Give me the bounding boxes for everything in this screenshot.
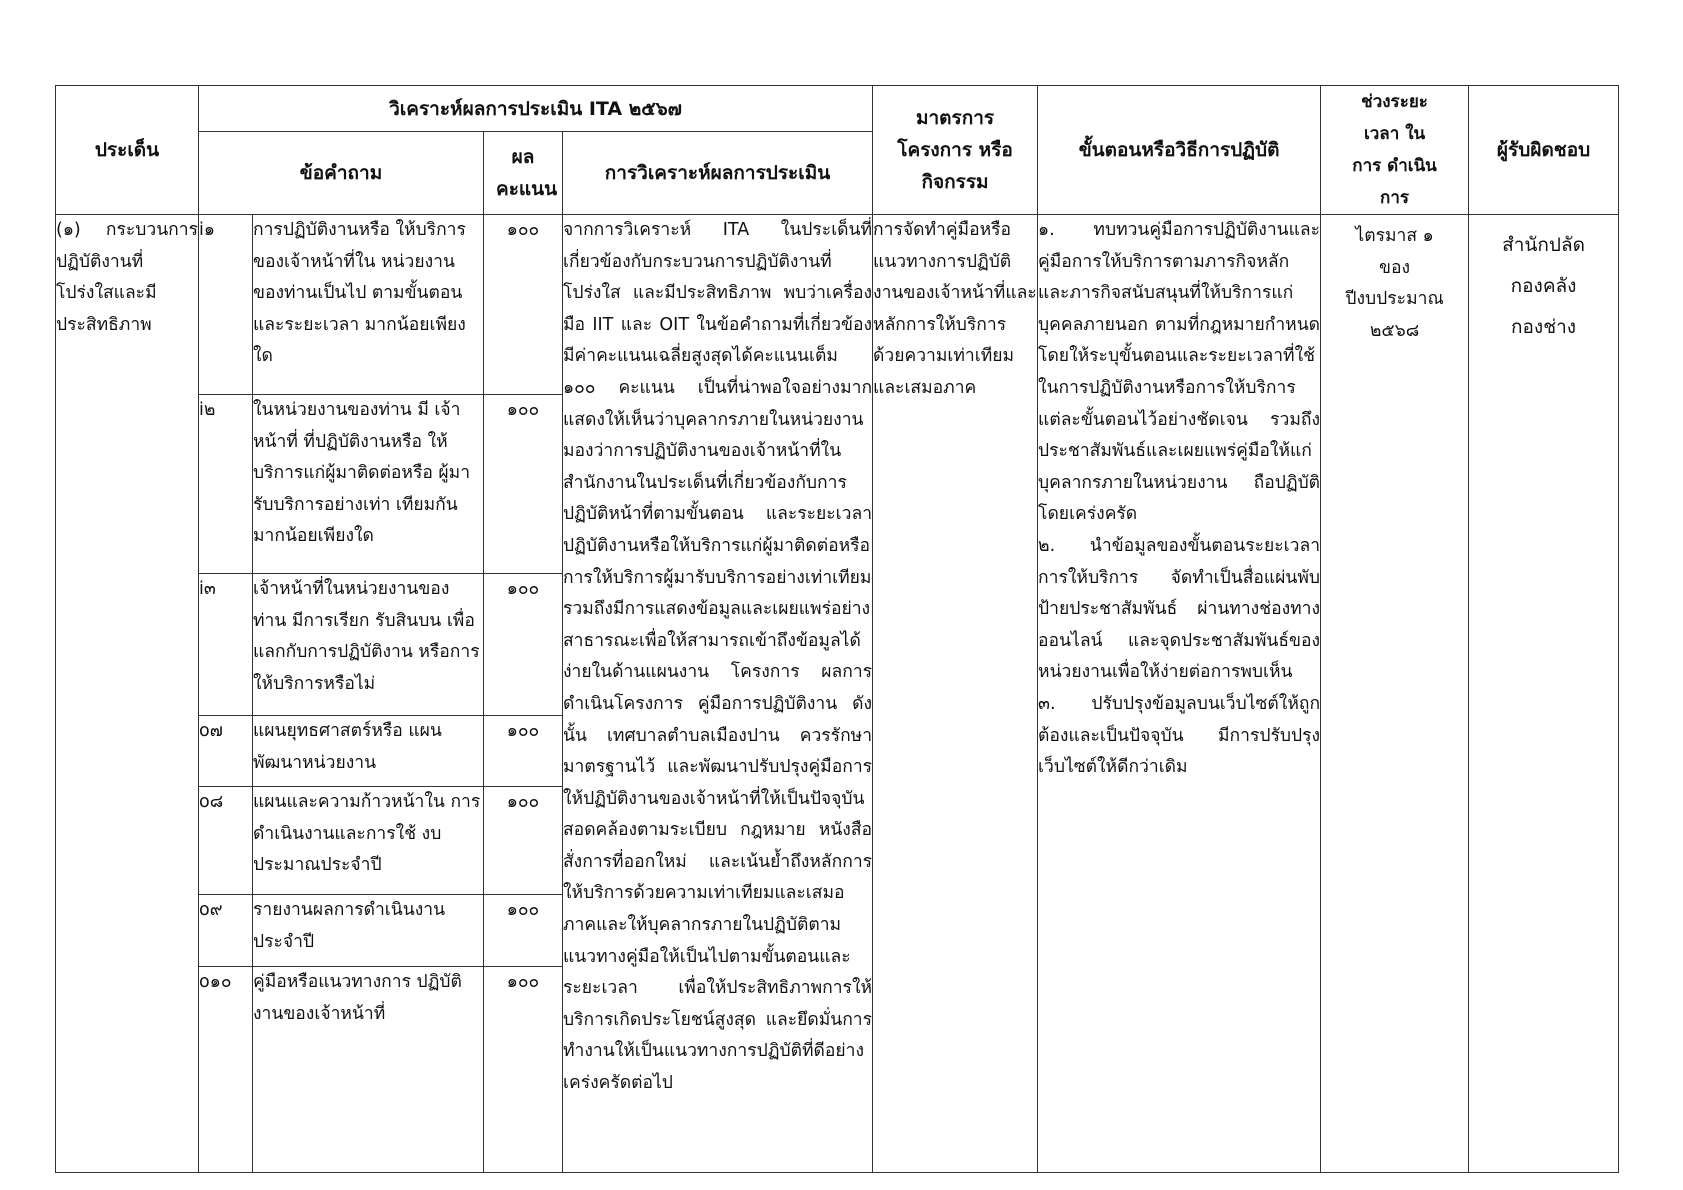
issue-cell: (๑) กระบวนการปฏิบัติงานที่โปร่งใสและมีประสิทธิภาพ bbox=[56, 215, 199, 1173]
question-code: o๗ bbox=[199, 716, 253, 787]
responsible-item: กองช่าง bbox=[1511, 316, 1577, 338]
header-period: ช่วงระยะเวลา ในการ ดำเนินการ bbox=[1321, 86, 1469, 215]
question-code: o๘ bbox=[199, 787, 253, 895]
header-analysis: การวิเคราะห์ผลการประเมิน bbox=[563, 132, 873, 215]
step-item: ๑. ทบทวนคู่มือการปฏิบัติงานและคู่มือการให้บริการตามภารกิจหลักและภารกิจสนับสนุนที่ให้บริการแก่บุคคลภายนอก ตามที่กฎหมายกำหนด โดยให้ระบุขั้นตอนและระยะเวลาที่ใช้ในการปฏิบัติงานหรือการให้บริการแต่ละขั้นตอนไว้อย่างชัดเจน รวมถึงประชาสัมพันธ์และเผยแพร่คู่มือให้แก่ บุคลากรภายในหน่วยงาน ถือปฏิบัติโดยเคร่งครัด bbox=[1038, 220, 1321, 525]
question-text: แผนและความก้าวหน้าใน การดำเนินงานและการใช้ งบประมาณประจำปี bbox=[253, 787, 484, 895]
question-text: การปฏิบัติงานหรือ ให้บริการของเจ้าหน้าที่ใน หน่วยงานของท่านเป็นไป ตามขั้นตอนและระยะเวลา มากน้อยเพียงใด bbox=[253, 215, 484, 395]
question-text: ในหน่วยงานของท่าน มี เจ้าหน้าที่ ที่ปฏิบัติงานหรือ ให้บริการแก่ผู้มาติดต่อหรือ ผู้มารับบริการอย่างเท่า เทียมกัน มากน้อยเพียงใด bbox=[253, 395, 484, 574]
question-text: เจ้าหน้าที่ในหน่วยงานของ ท่าน มีการเรียก รับสินบน เพื่อแลกกับการปฏิบัติงาน หรือการให้บริการหรือไม่ bbox=[253, 574, 484, 716]
header-issue: ประเด็น bbox=[56, 86, 199, 215]
period-cell: ไตรมาส ๑ ของปีงบประมาณ ๒๕๖๘ bbox=[1321, 215, 1469, 1173]
responsible-item: สำนักปลัด bbox=[1502, 234, 1585, 256]
question-score: ๑๐๐ bbox=[484, 895, 563, 967]
question-code: i๓ bbox=[199, 574, 253, 716]
question-score: ๑๐๐ bbox=[484, 395, 563, 574]
question-score: ๑๐๐ bbox=[484, 716, 563, 787]
steps-cell bbox=[1038, 215, 1321, 1173]
question-text: คู่มือหรือแนวทางการ ปฏิบัติงานของเจ้าหน้าที่ bbox=[253, 967, 484, 1173]
question-score: ๑๐๐ bbox=[484, 574, 563, 716]
question-text: แผนยุทธศาสตร์หรือ แผนพัฒนาหน่วยงาน bbox=[253, 716, 484, 787]
responsible-cell bbox=[1469, 215, 1619, 1173]
header-steps: ขั้นตอนหรือวิธีการปฏิบัติ bbox=[1038, 86, 1321, 215]
header-question: ข้อคำถาม bbox=[199, 132, 484, 215]
step-item: ๓. ปรับปรุงข้อมูลบนเว็บไซต์ให้ถูกต้องและเป็นปัจจุบัน มีการปรับปรุงเว็บไซต์ให้ดีกว่าเดิม bbox=[1038, 693, 1321, 778]
analysis-cell: จากการวิเคราะห์ ITA ในประเด็นที่เกี่ยวข้องกับกระบวนการปฏิบัติงานที่โปร่งใส และมีประสิทธิภาพ พบว่าเครื่องมือ IIT และ OIT ในข้อคำถามที่เกี่ยวข้องมีค่าคะแนนเฉลี่ยสูงสุดได้คะแนนเต็ม ๑๐๐ คะแนน เป็นที่น่าพอใจอย่างมาก แสดงให้เห็นว่าบุคลากรภายในหน่วยงานมองว่าการปฏิบัติงานของเจ้าหน้าที่ในสำนักงานในประเด็นที่เกี่ยวข้องกับการปฏิบัติหน้าที่ตามขั้นตอน และระยะเวลาปฏิบัติงานหรือให้บริการแก่ผู้มาติดต่อหรือการให้บริการผู้มารับบริการอย่างเท่าเทียม รวมถึงมีการแสดงข้อมูลและเผยแพร่อย่างสาธารณะเพื่อให้สามารถเข้าถึงข้อมูลได้ง่ายในด้านแผนงาน โครงการ ผลการดำเนินโครงการ คู่มือการปฏิบัติงาน ดังนั้น เทศบาลตำบลเมืองปาน ควรรักษามาตรฐานไว้ และพัฒนาปรับปรุงคู่มือการให้ปฏิบัติงานของเจ้าหน้าที่ให้เป็นปัจจุบันสอดคล้องตามระเบียบ กฎหมาย หนังสือสั่งการที่ออกใหม่ และเน้นย้ำถึงหลักการให้บริการด้วยความเท่าเทียมและเสมอภาคและให้บุคลากรภายในปฏิบัติตามแนวทางคู่มือให้เป็นไปตามขั้นตอนและระยะเวลา เพื่อให้ประสิทธิภาพการให้บริการเกิดประโยชน์สูงสุด และยึดมั่นการทำงานให้เป็นแนวทางการปฏิบัติที่ดีอย่างเคร่งครัดต่อไป bbox=[563, 215, 873, 1173]
header-score: ผล คะแนน bbox=[484, 132, 563, 215]
header-analysis-group: วิเคราะห์ผลการประเมิน ITA ๒๕๖๗ bbox=[199, 86, 873, 132]
question-score: ๑๐๐ bbox=[484, 215, 563, 395]
question-code: i๒ bbox=[199, 395, 253, 574]
question-score: ๑๐๐ bbox=[484, 787, 563, 895]
responsible-item: กองคลัง bbox=[1510, 275, 1577, 297]
question-code: o๙ bbox=[199, 895, 253, 967]
question-text: รายงานผลการดำเนินงาน ประจำปี bbox=[253, 895, 484, 967]
measures-cell: การจัดทำคู่มือหรือแนวทางการปฏิบัติงานของเจ้าหน้าที่และหลักการให้บริการด้วยความเท่าเทียมและเสมอภาค bbox=[873, 215, 1038, 1173]
step-item: ๒. นำข้อมูลของขั้นตอนระยะเวลาการให้บริการ จัดทำเป็นสื่อแผ่นพับป้ายประชาสัมพันธ์ ผ่านทางช่องทางออนไลน์ และจุดประชาสัมพันธ์ของหน่วยงานเพื่อให้ง่ายต่อการพบเห็น bbox=[1038, 535, 1321, 683]
question-code: o๑๐ bbox=[199, 967, 253, 1173]
ita-analysis-table bbox=[55, 85, 1619, 1173]
header-measures: มาตรการ โครงการ หรือ กิจกรรม bbox=[873, 86, 1038, 215]
header-responsible: ผู้รับผิดชอบ bbox=[1469, 86, 1619, 215]
question-code: i๑ bbox=[199, 215, 253, 395]
question-score: ๑๐๐ bbox=[484, 967, 563, 1173]
